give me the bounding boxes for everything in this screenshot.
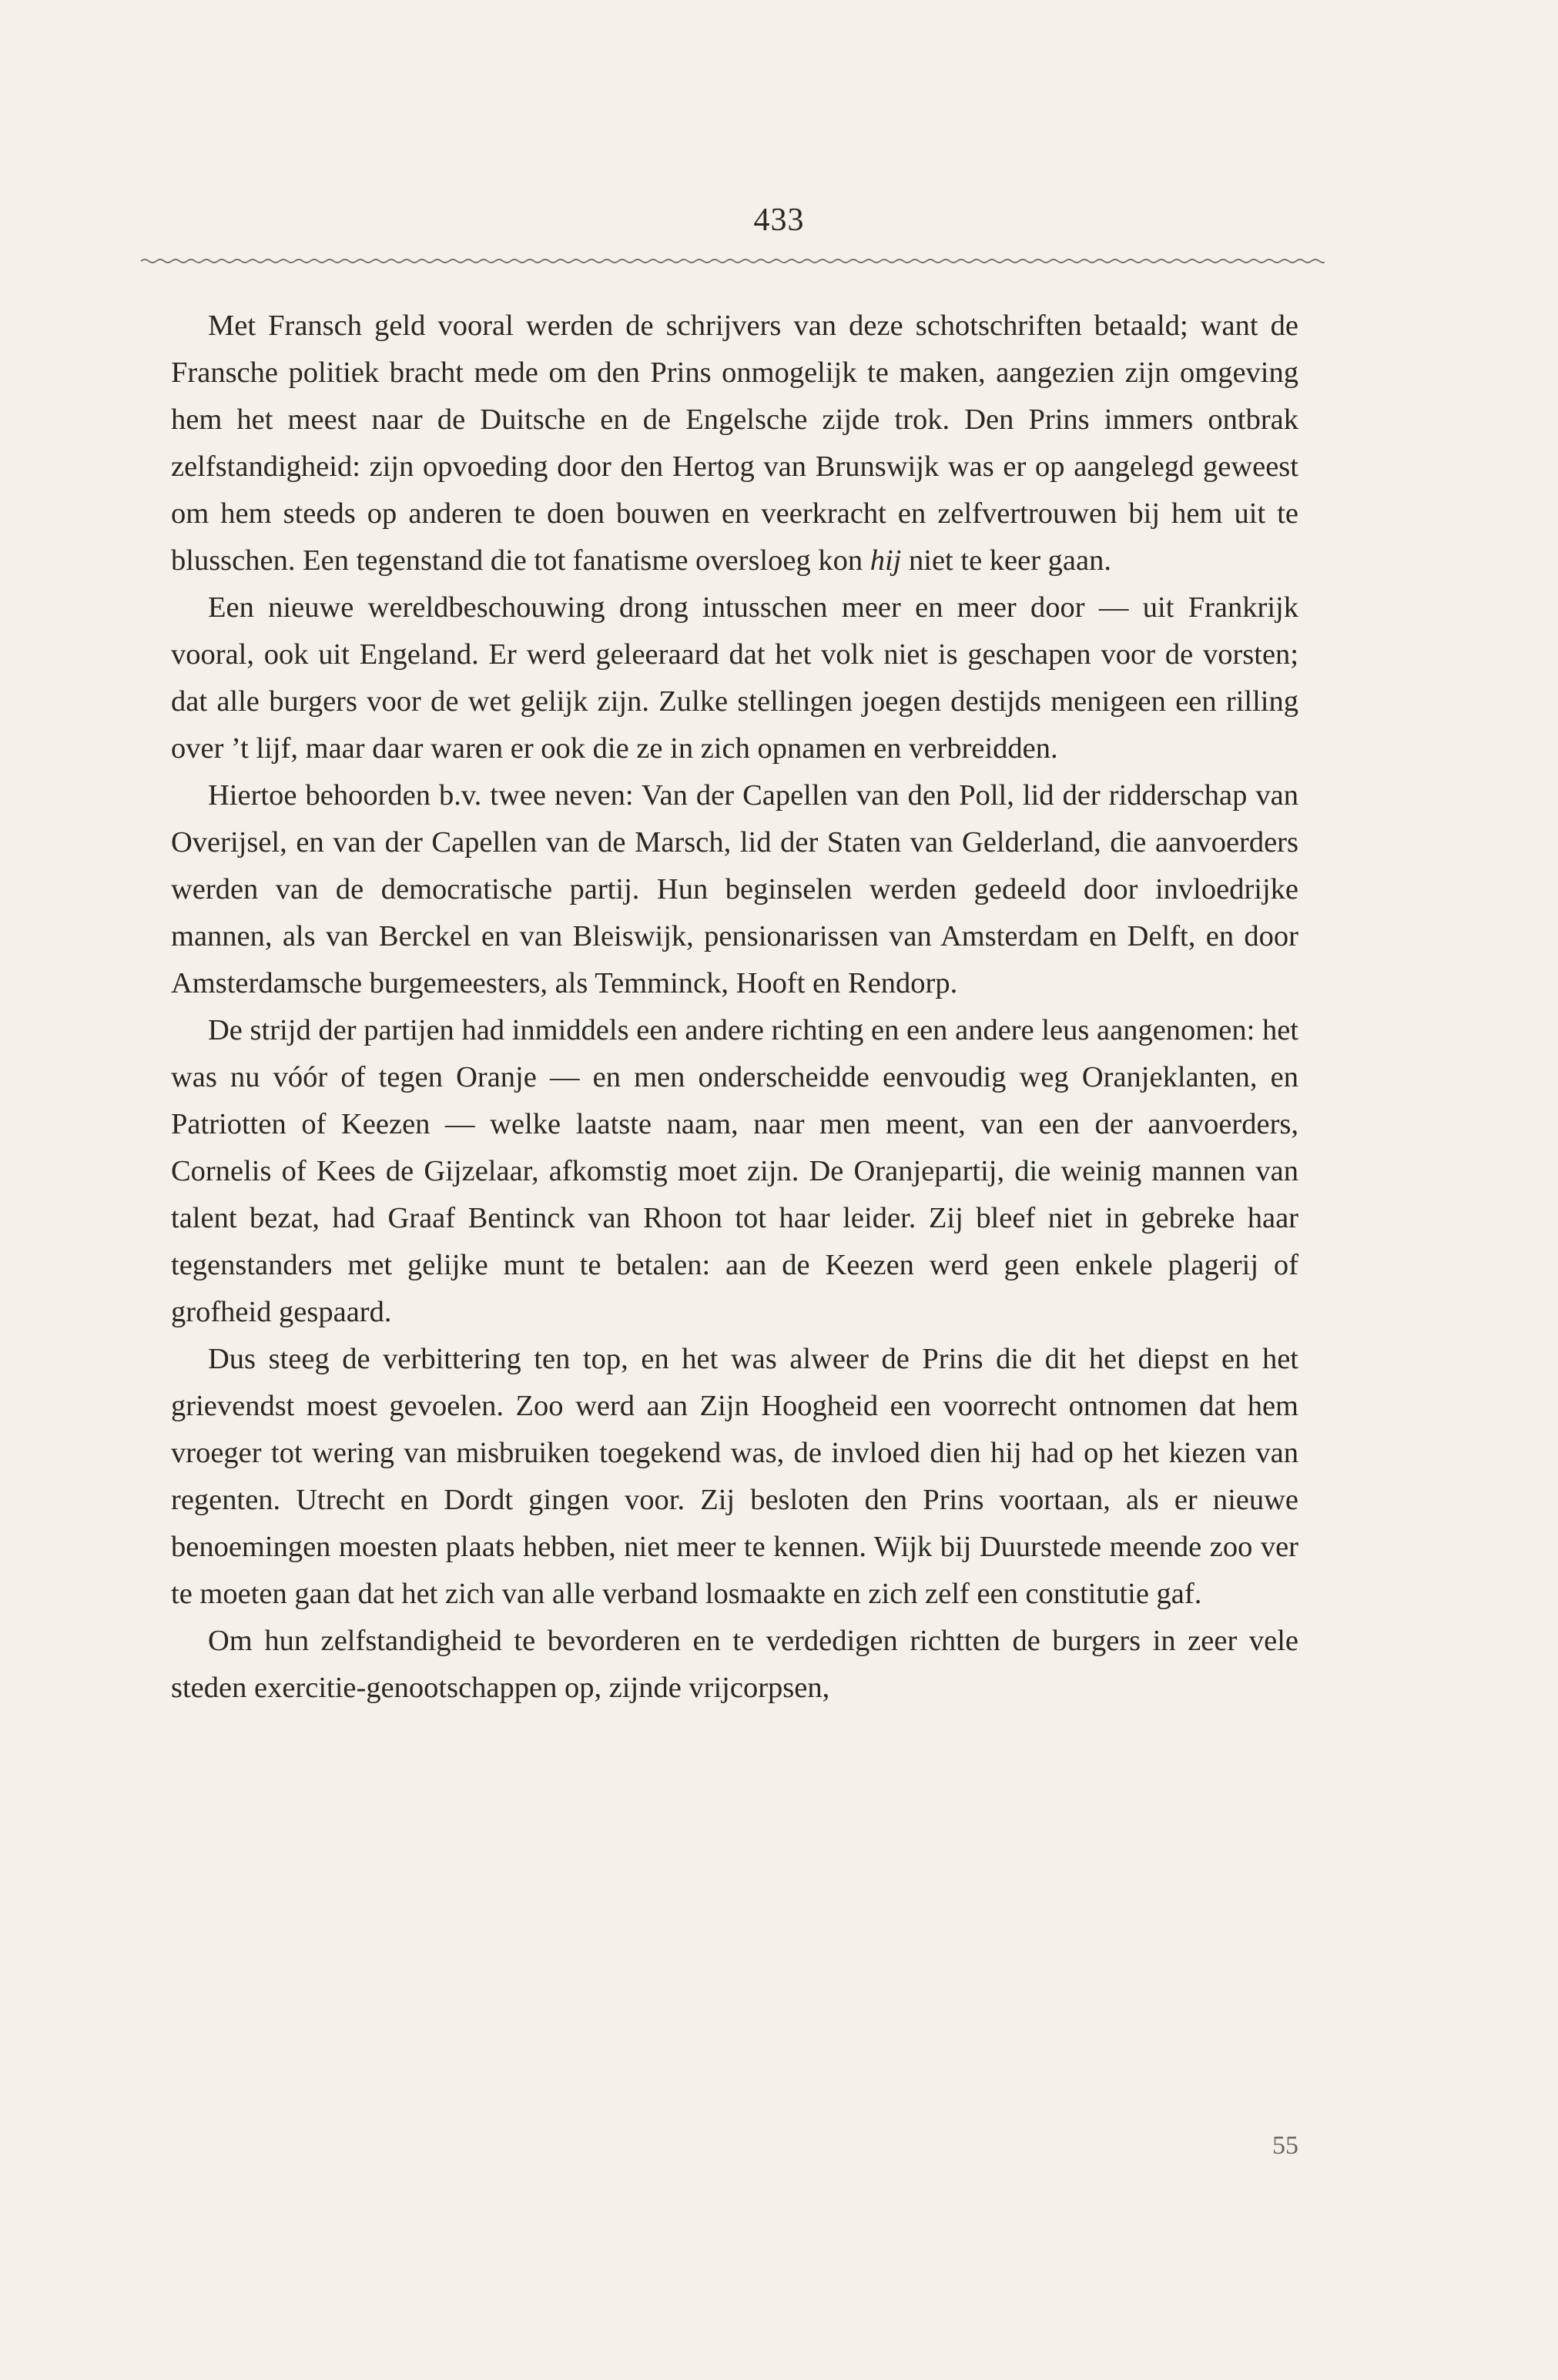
paragraph-2: Een nieuwe wereldbeschouwing drong intusschen meer en meer door — uit Frankrijk vooral, ook uit Engeland. Er werd geleeraard dat het volk niet is geschapen voor de vorsten; dat alle burgers voor de wet gelijk zijn. Zulke stellingen joegen destijds menigeen een rilling over ’t lijf, maar daar waren er ook die ze in zich opnamen en verbreidden.	[171, 591, 1298, 765]
signature-mark: 55	[1272, 2131, 1298, 2160]
paragraph-1-part-3: niet te keer gaan.	[901, 544, 1111, 577]
paragraph-3: Hiertoe behoorden b.v. twee neven: Van der Capellen van den Poll, lid der ridderschap van Overijsel, en van der Capellen van de Marsch, lid der Staten van Gelderland, die aanvoerders werden van de democratische partij. Hun beginselen werden gedeeld door invloedrijke mannen, als van Berckel en van Bleiswijk, pensionarissen van Amsterdam en Delft, en door Amsterdamsche burgemeesters, als Temminck, Hooft en Rendorp.	[171, 779, 1298, 999]
paragraph-1-part-1: Met Fransch geld vooral werden de schrijvers van deze schotschriften betaald; want de Fransche politiek bracht mede om den Prins onmogelijk te maken, aangezien zijn omgeving hem het meest naar de Duitsche en de Engelsche zijde trok. Den Prins immers ontbrak zelfstandigheid: zijn opvoeding door den Hertog van Brunswijk was er op aangelegd geweest om hem steeds op anderen te doen bouwen en veerkracht en zelfvertrouwen bij hem uit te blusschen. Een tegenstand die tot fanatisme oversloeg kon	[171, 310, 1298, 577]
body-text	[171, 303, 1298, 1712]
wavy-rule-ornament	[141, 252, 1325, 270]
paragraph-4: De strijd der partijen had inmiddels een andere richting en een andere leus aangenomen: het was nu vóór of tegen Oranje — en men onderscheidde eenvoudig weg Oranjeklanten, en Patriotten of Keezen — welke laatste naam, naar men meent, van een der aanvoerders, Cornelis of Kees de Gijzelaar, afkomstig moet zijn. De Oranjepartij, die weinig mannen van talent bezat, had Graaf Bentinck van Rhoon tot haar leider. Zij bleef niet in gebreke haar tegenstanders met gelijke munt te betalen: aan de Keezen werd geen enkele plagerij of grofheid gespaard.	[171, 1014, 1298, 1328]
paragraph-1	[171, 303, 1298, 584]
paragraph-5: Dus steeg de verbittering ten top, en het was alweer de Prins die dit het diepst en het grievendst moest gevoelen. Zoo werd aan Zijn Hoogheid een voorrecht ontnomen dat hem vroeger tot wering van misbruiken toegekend was, de invloed dien hij had op het kiezen van regenten. Utrecht en Dordt gingen voor. Zij besloten den Prins voortaan, als er nieuwe benoemingen moesten plaats hebben, niet meer te kennen. Wijk bij Duurstede meende zoo ver te moeten gaan dat het zich van alle verband losmaakte en zich zelf een constitutie gaf.	[171, 1343, 1298, 1610]
paragraph-1-emphasis: hij	[869, 544, 902, 577]
paragraph-6: Om hun zelfstandigheid te bevorderen en te verdedigen richtten de burgers in zeer vele steden exercitie-genootschappen op, zijnde vrijcorpsen,	[171, 1625, 1298, 1704]
page-number: 433	[753, 203, 805, 238]
